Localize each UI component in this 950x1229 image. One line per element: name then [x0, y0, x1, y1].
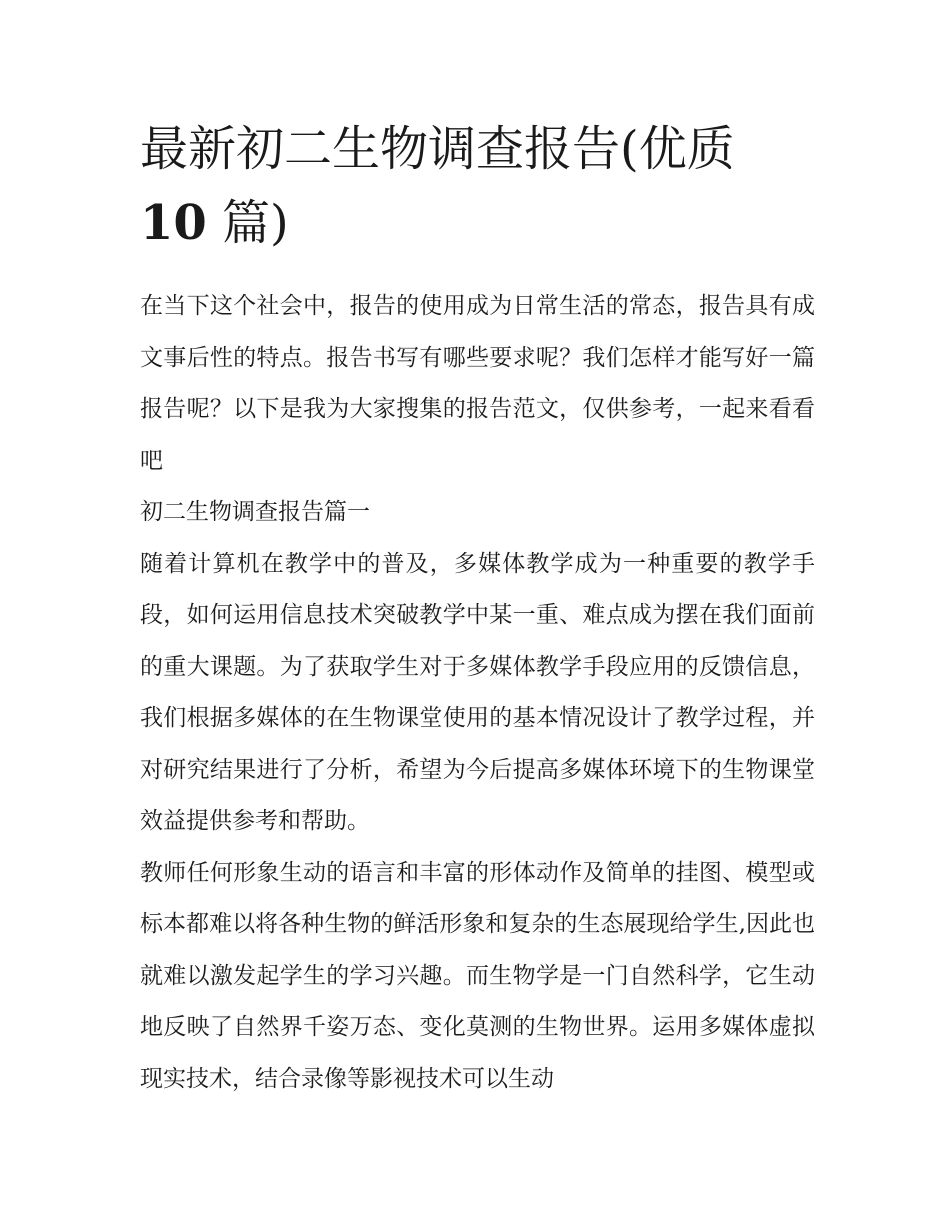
section-heading: 初二生物调查报告篇一	[140, 499, 370, 525]
document-title	[140, 112, 780, 260]
title-number: 10	[140, 195, 207, 251]
title-text: 最新初二生物调查报告(优质	[140, 121, 735, 177]
body-paragraph: 随着计算机在教学中的普及，多媒体教学成为一种重要的教学手段，如何运用信息技术突破教学中某一重、难点成为摆在我们面前的重大课题。为了获取学生对于多媒体教学手段应用的反馈信息，我们根据多媒体的在生物课堂使用的基本情况设计了教学过程，并对研究结果进行了分析，希望为今后提高多媒体环境下的生物课堂效益提供参考和帮助。	[140, 550, 815, 834]
body-paragraph: 教师任何形象生动的语言和丰富的形体动作及简单的挂图、模型或标本都难以将各种生物的鲜活形象和复杂的生态展现给学生,因此也就难以激发起学生的学习兴趣。而生物学是一门自然科学，它生动地反映了自然界千姿万态、变化莫测的生物世界。运用多媒体虚拟现实技术，结合录像等影视技术可以生动	[140, 859, 815, 1092]
document-page	[140, 112, 815, 1105]
title-suffix: 篇)	[206, 195, 289, 251]
intro-paragraph: 在当下这个社会中，报告的使用成为日常生活的常态，报告具有成文事后性的特点。报告书写有哪些要求呢？我们怎样才能写好一篇报告呢？以下是我为大家搜集的报告范文，仅供参考，一起来看看吧	[140, 293, 815, 474]
